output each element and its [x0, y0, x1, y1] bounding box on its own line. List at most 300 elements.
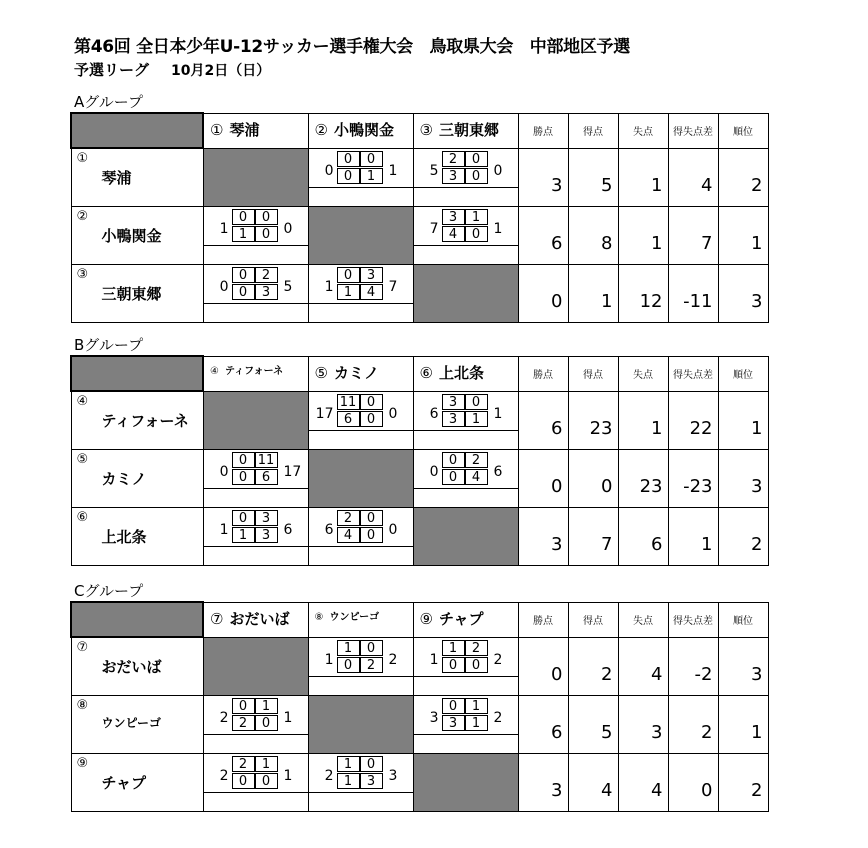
- column-team-header: [308, 113, 413, 148]
- group-label: Bグループ: [74, 336, 144, 354]
- corner-cell: [71, 113, 203, 148]
- group-label: Aグループ: [74, 93, 144, 111]
- match-score: [309, 265, 413, 322]
- total-goals-for: 0: [324, 162, 334, 179]
- half-scores: [442, 394, 490, 428]
- self-match-cell: [203, 148, 308, 207]
- column-team: [420, 362, 484, 383]
- half-scores: [232, 510, 280, 544]
- half-scores: [337, 510, 385, 544]
- half-scores: [442, 698, 490, 732]
- match-score: [414, 638, 518, 695]
- stat-column-label: 順位: [718, 113, 768, 148]
- half-scores: [337, 151, 385, 185]
- half-score: 0: [442, 657, 465, 673]
- half-score: 2: [465, 452, 488, 468]
- stat-value: 0: [668, 754, 718, 812]
- row-team-header: [71, 148, 203, 207]
- total-goals-for: 7: [429, 221, 439, 237]
- half-scores: [232, 698, 280, 732]
- stat-value: 23: [568, 391, 618, 450]
- match-result-cell: [308, 508, 413, 566]
- match-result-cell: [203, 754, 308, 812]
- half-score: 0: [255, 226, 278, 242]
- stat-column-label: 得失点差: [668, 602, 718, 637]
- stat-value: 2: [718, 508, 768, 566]
- stat-value: 2: [718, 754, 768, 812]
- half-score: 3: [360, 267, 383, 283]
- column-team-header: [413, 113, 518, 148]
- half-score: 1: [232, 226, 255, 242]
- half-score: 6: [337, 411, 360, 427]
- team-number: ②: [76, 209, 89, 224]
- half-score: 4: [442, 226, 465, 242]
- half-scores: [337, 756, 385, 790]
- team-row: [71, 508, 768, 566]
- total-goals-for: 0: [219, 279, 229, 295]
- half-score: 0: [442, 698, 465, 714]
- half-score: 2: [232, 715, 255, 731]
- stat-value: 1: [718, 207, 768, 265]
- match-result-cell: [203, 265, 308, 323]
- self-match-cell: [413, 265, 518, 323]
- half-score: 6: [255, 469, 278, 485]
- half-score: 3: [255, 510, 278, 526]
- pk-line: [309, 792, 413, 793]
- half-score: 0: [232, 469, 255, 485]
- row-team-header: [71, 391, 203, 450]
- match-score: [204, 508, 308, 565]
- team-name: ティフォーネ: [101, 412, 189, 430]
- stat-value: -11: [668, 265, 718, 323]
- pk-line: [414, 488, 518, 489]
- pk-line: [204, 734, 308, 735]
- stat-value: 6: [618, 508, 668, 566]
- pk-line: [414, 676, 518, 677]
- half-score: 3: [255, 284, 278, 300]
- team-number: ①: [210, 120, 224, 139]
- stat-value: 4: [668, 148, 718, 207]
- team-name: カミノ: [101, 470, 147, 488]
- pk-line: [204, 792, 308, 793]
- corner-cell: [71, 356, 203, 391]
- stat-value: 1: [618, 148, 668, 207]
- half-score: 2: [360, 657, 383, 673]
- row-team-header: [71, 265, 203, 323]
- stat-column-label: 得点: [568, 602, 618, 637]
- column-team-header: [413, 356, 518, 391]
- half-score: 2: [465, 640, 488, 656]
- stat-value: 3: [618, 696, 668, 754]
- pk-line: [309, 430, 413, 431]
- stat-value: 1: [668, 508, 718, 566]
- team-row: [71, 450, 768, 508]
- stat-value: 6: [518, 207, 568, 265]
- half-score: 11: [255, 452, 278, 468]
- stat-value: 12: [618, 265, 668, 323]
- stat-value: 5: [568, 148, 618, 207]
- pk-line: [309, 546, 413, 547]
- total-goals-for: 1: [219, 221, 229, 237]
- total-goals-against: 3: [388, 768, 398, 784]
- column-team: [315, 608, 380, 623]
- half-score: 1: [465, 209, 488, 225]
- stat-column-label: 順位: [718, 602, 768, 637]
- total-goals-for: 0: [429, 464, 439, 480]
- team-number: ④: [76, 394, 89, 409]
- team-row: [71, 637, 768, 696]
- team-number: ⑧: [314, 611, 324, 623]
- stat-column-label: 勝点: [518, 113, 568, 148]
- total-goals-for: 3: [429, 710, 439, 726]
- stat-value: 3: [718, 637, 768, 696]
- total-goals-against: 7: [388, 279, 398, 295]
- half-score: 0: [465, 226, 488, 242]
- total-goals-against: 1: [388, 162, 398, 179]
- row-team-header: [71, 754, 203, 812]
- total-goals-against: 1: [493, 405, 503, 422]
- half-score: 3: [442, 715, 465, 731]
- team-name: 琴浦: [229, 120, 260, 139]
- match-score: [309, 149, 413, 206]
- half-score: 0: [465, 151, 488, 167]
- pk-line: [414, 187, 518, 188]
- pk-line: [414, 245, 518, 246]
- total-goals-against: 2: [493, 651, 503, 668]
- team-number: ⑨: [419, 609, 433, 628]
- half-score: 0: [337, 657, 360, 673]
- stat-value: 7: [668, 207, 718, 265]
- half-score: 0: [255, 209, 278, 225]
- half-score: 0: [360, 640, 383, 656]
- total-goals-for: 2: [219, 710, 229, 726]
- page-title: 第46回 全日本少年U-12サッカー選手権大会 鳥取県大会 中部地区予選: [74, 37, 630, 57]
- stat-column-label: 勝点: [518, 602, 568, 637]
- match-score: [414, 149, 518, 206]
- match-result-cell: [203, 696, 308, 754]
- row-team-header: [71, 508, 203, 566]
- total-goals-for: 1: [324, 279, 334, 295]
- column-team-header: [308, 602, 413, 637]
- match-result-cell: [413, 207, 518, 265]
- half-scores: [337, 267, 385, 301]
- team-name: 三朝東郷: [438, 120, 499, 139]
- stat-value: 6: [518, 696, 568, 754]
- half-score: 3: [255, 527, 278, 543]
- team-number: ⑨: [76, 756, 89, 771]
- total-goals-against: 17: [283, 464, 302, 480]
- column-team-header: [413, 602, 518, 637]
- total-goals-against: 0: [388, 405, 398, 422]
- match-result-cell: [308, 754, 413, 812]
- half-score: 0: [337, 151, 360, 167]
- column-team-header: [203, 602, 308, 637]
- total-goals-against: 0: [388, 522, 398, 538]
- match-result-cell: [413, 637, 518, 696]
- half-score: 0: [232, 510, 255, 526]
- half-score: 0: [360, 394, 383, 410]
- pk-line: [309, 676, 413, 677]
- half-scores: [442, 452, 490, 486]
- team-number: ④: [210, 365, 219, 377]
- team-name: 小鴨関金: [101, 227, 162, 245]
- stat-column-label: 得点: [568, 113, 618, 148]
- match-score: [414, 392, 518, 449]
- team-row: [71, 148, 768, 207]
- stat-value: 1: [618, 391, 668, 450]
- half-score: 1: [337, 284, 360, 300]
- stat-column-label: 勝点: [518, 356, 568, 391]
- half-score: 3: [442, 168, 465, 184]
- half-score: 0: [255, 715, 278, 731]
- half-score: 0: [232, 698, 255, 714]
- team-number: ⑦: [210, 609, 224, 628]
- stat-column-label: 順位: [718, 356, 768, 391]
- stat-value: 1: [718, 696, 768, 754]
- team-name: ウンピーゴ: [329, 611, 380, 623]
- half-score: 1: [360, 168, 383, 184]
- half-scores: [232, 452, 280, 486]
- team-name: ティフォーネ: [224, 365, 284, 377]
- self-match-cell: [203, 637, 308, 696]
- stat-value: 2: [718, 148, 768, 207]
- stage-label: 予選リーグ: [74, 61, 150, 79]
- stat-value: 0: [518, 450, 568, 508]
- half-score: 4: [360, 284, 383, 300]
- team-number: ⑥: [76, 510, 89, 525]
- row-team-header: [71, 637, 203, 696]
- team-number: ⑥: [419, 363, 433, 382]
- self-match-cell: [308, 207, 413, 265]
- match-score: [309, 638, 413, 695]
- stat-value: 8: [568, 207, 618, 265]
- stat-column-label: 得失点差: [668, 356, 718, 391]
- column-team-header: [203, 113, 308, 148]
- team-name: チャプ: [101, 774, 147, 792]
- team-name: チャプ: [438, 609, 484, 628]
- match-score: [414, 207, 518, 264]
- stat-column-label: 失点: [618, 113, 668, 148]
- team-row: [71, 207, 768, 265]
- half-score: 2: [255, 267, 278, 283]
- half-score: 3: [442, 411, 465, 427]
- stat-value: 5: [568, 696, 618, 754]
- team-number: ⑤: [76, 452, 89, 467]
- team-row: [71, 265, 768, 323]
- half-scores: [337, 640, 385, 674]
- match-result-cell: [308, 391, 413, 450]
- header-row: [71, 113, 768, 148]
- half-score: 0: [360, 411, 383, 427]
- column-team: [210, 119, 259, 140]
- total-goals-for: 0: [219, 464, 229, 480]
- match-score: [309, 754, 413, 811]
- match-score: [309, 508, 413, 565]
- half-score: 0: [232, 284, 255, 300]
- half-score: 0: [360, 151, 383, 167]
- team-row: [71, 754, 768, 812]
- match-result-cell: [413, 450, 518, 508]
- stat-value: 22: [668, 391, 718, 450]
- stat-value: 3: [518, 148, 568, 207]
- match-result-cell: [413, 391, 518, 450]
- total-goals-against: 1: [493, 221, 503, 237]
- half-score: 0: [442, 469, 465, 485]
- stat-value: 6: [518, 391, 568, 450]
- team-row: [71, 391, 768, 450]
- pk-line: [414, 430, 518, 431]
- total-goals-for: 6: [429, 405, 439, 422]
- stat-value: 4: [618, 637, 668, 696]
- half-score: 0: [442, 452, 465, 468]
- row-team-header: [71, 696, 203, 754]
- pk-line: [204, 488, 308, 489]
- column-team: [420, 119, 499, 140]
- team-number: ②: [314, 120, 328, 139]
- half-score: 1: [337, 756, 360, 772]
- match-result-cell: [308, 148, 413, 207]
- column-team-header: [203, 356, 308, 391]
- half-scores: [337, 394, 385, 428]
- half-scores: [232, 756, 280, 790]
- stat-value: 3: [518, 754, 568, 812]
- row-team-header: [71, 450, 203, 508]
- stat-value: 1: [568, 265, 618, 323]
- team-name: 琴浦: [101, 169, 132, 187]
- half-score: 3: [442, 394, 465, 410]
- total-goals-against: 1: [283, 710, 293, 726]
- total-goals-for: 1: [429, 651, 439, 668]
- stat-column-label: 得点: [568, 356, 618, 391]
- self-match-cell: [308, 450, 413, 508]
- match-score: [414, 696, 518, 753]
- half-score: 2: [337, 510, 360, 526]
- team-number: ③: [76, 267, 89, 282]
- stat-value: 1: [618, 207, 668, 265]
- half-score: 0: [337, 168, 360, 184]
- row-team-header: [71, 207, 203, 265]
- pk-line: [204, 546, 308, 547]
- half-score: 0: [337, 267, 360, 283]
- match-score: [204, 450, 308, 507]
- half-score: 0: [232, 267, 255, 283]
- match-score: [204, 265, 308, 322]
- total-goals-against: 6: [493, 464, 503, 480]
- column-team: [315, 119, 394, 140]
- match-result-cell: [203, 508, 308, 566]
- half-score: 3: [360, 773, 383, 789]
- match-result-cell: [413, 148, 518, 207]
- group-label: Cグループ: [74, 582, 144, 600]
- total-goals-for: 1: [219, 522, 229, 538]
- column-team-header: [308, 356, 413, 391]
- total-goals-for: 6: [324, 522, 334, 538]
- total-goals-for: 2: [324, 768, 334, 784]
- match-date: 10月2日（日）: [171, 63, 271, 79]
- group-table: [70, 355, 769, 566]
- half-scores: [232, 267, 280, 301]
- stat-column-label: 失点: [618, 356, 668, 391]
- stat-column-label: 得失点差: [668, 113, 718, 148]
- match-score: [204, 754, 308, 811]
- stat-value: 23: [618, 450, 668, 508]
- half-score: 0: [360, 510, 383, 526]
- stat-column-label: 失点: [618, 602, 668, 637]
- column-team: [210, 608, 289, 629]
- stat-value: 2: [668, 696, 718, 754]
- pk-line: [414, 734, 518, 735]
- pk-line: [204, 245, 308, 246]
- team-name: 上北条: [101, 528, 147, 546]
- team-name: おだいば: [229, 609, 290, 628]
- half-score: 1: [465, 411, 488, 427]
- half-score: 0: [360, 756, 383, 772]
- pk-line: [309, 187, 413, 188]
- half-score: 0: [360, 527, 383, 543]
- column-team: [210, 362, 283, 377]
- stat-value: 3: [718, 450, 768, 508]
- total-goals-against: 0: [283, 221, 293, 237]
- half-score: 1: [337, 773, 360, 789]
- match-score: [414, 450, 518, 507]
- stat-value: 4: [618, 754, 668, 812]
- column-team: [420, 608, 484, 629]
- half-score: 0: [232, 773, 255, 789]
- team-number: ⑦: [76, 640, 89, 655]
- stat-value: 2: [568, 637, 618, 696]
- page-subtitle: [74, 59, 270, 80]
- stat-value: 0: [518, 265, 568, 323]
- team-name: カミノ: [333, 363, 379, 382]
- pk-line: [204, 303, 308, 304]
- half-score: 4: [337, 527, 360, 543]
- half-score: 1: [337, 640, 360, 656]
- stat-value: 3: [718, 265, 768, 323]
- stat-value: 1: [718, 391, 768, 450]
- total-goals-for: 5: [429, 162, 439, 179]
- half-score: 0: [232, 209, 255, 225]
- total-goals-for: 2: [219, 768, 229, 784]
- team-number: ⑤: [314, 363, 328, 382]
- team-name: 小鴨関金: [333, 120, 394, 139]
- half-score: 0: [255, 773, 278, 789]
- half-score: 0: [232, 452, 255, 468]
- half-score: 1: [255, 698, 278, 714]
- team-name: 三朝東郷: [101, 285, 162, 303]
- column-team: [315, 362, 379, 383]
- half-score: 2: [442, 151, 465, 167]
- team-number: ⑧: [76, 698, 89, 713]
- pk-line: [309, 303, 413, 304]
- half-score: 1: [465, 715, 488, 731]
- team-number: ③: [419, 120, 433, 139]
- half-score: 1: [232, 527, 255, 543]
- match-result-cell: [308, 637, 413, 696]
- match-result-cell: [203, 450, 308, 508]
- half-scores: [442, 151, 490, 185]
- half-score: 0: [465, 168, 488, 184]
- team-name: おだいば: [101, 658, 162, 676]
- team-name: ウンピーゴ: [101, 716, 162, 730]
- half-scores: [442, 209, 490, 243]
- header-row: [71, 602, 768, 637]
- match-score: [309, 392, 413, 449]
- match-result-cell: [413, 696, 518, 754]
- half-score: 1: [442, 640, 465, 656]
- stat-value: 0: [568, 450, 618, 508]
- stat-value: -2: [668, 637, 718, 696]
- total-goals-against: 0: [493, 162, 503, 179]
